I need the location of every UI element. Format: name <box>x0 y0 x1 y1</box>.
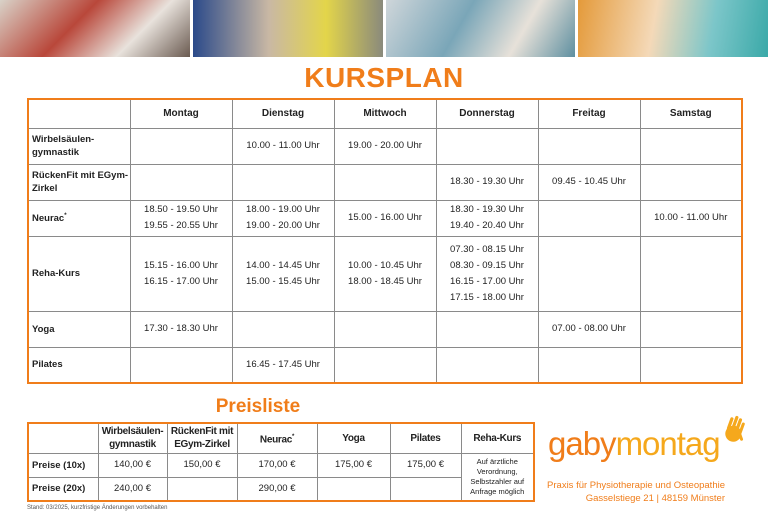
day-header: Donnerstag <box>436 99 538 128</box>
course-label: Reha-Kurs <box>32 268 81 279</box>
course-row <box>28 128 742 164</box>
price-cell: 175,00 € <box>390 453 461 477</box>
schedule-cell <box>538 236 640 311</box>
photo-trainer <box>193 0 383 57</box>
course-row <box>28 236 742 311</box>
preisliste-title: Preisliste <box>215 396 301 417</box>
price-header-label: Pilates <box>410 432 441 444</box>
schedule-cell <box>232 200 334 236</box>
time-slot: 17.15 - 18.00 Uhr <box>450 291 524 303</box>
schedule-cell <box>334 311 436 347</box>
price-header-label: Yoga <box>342 432 365 444</box>
schedule-cell <box>436 164 538 200</box>
schedule-cell <box>334 164 436 200</box>
schedule-cell <box>436 200 538 236</box>
logo-part1: gaby <box>548 425 616 462</box>
schedule-cell <box>538 347 640 383</box>
corner-cell <box>28 423 98 453</box>
logo-tagline: Praxis für Physiotherapie und Osteopathie <box>547 480 725 491</box>
footnote-mark: * <box>64 213 67 220</box>
time-slot: 16.15 - 17.00 Uhr <box>144 275 218 287</box>
header-row <box>28 99 742 128</box>
course-name <box>28 128 130 164</box>
time-slot: 10.00 - 11.00 Uhr <box>654 212 728 223</box>
time-slot: 17.30 - 18.30 Uhr <box>144 323 218 334</box>
time-slot: 18.30 - 19.30 Uhr <box>450 176 524 187</box>
price-cell: 240,00 € <box>98 477 167 501</box>
schedule-cell <box>640 200 742 236</box>
price-cell <box>390 477 461 501</box>
price-header <box>98 423 167 453</box>
logo-part2: montag <box>615 425 720 462</box>
time-slot: 16.45 - 17.45 Uhr <box>246 358 320 370</box>
time-slot: 19.55 - 20.55 Uhr <box>144 220 218 231</box>
price-cell: 170,00 € <box>237 453 317 477</box>
schedule-cell <box>232 128 334 164</box>
schedule-cell <box>130 200 232 236</box>
schedule-cell <box>538 311 640 347</box>
time-slot: 08.30 - 09.15 Uhr <box>450 259 524 271</box>
price-header <box>461 423 534 453</box>
time-slot: 07.30 - 08.15 Uhr <box>450 243 524 255</box>
price-row-label: Preise (10x) <box>28 453 98 477</box>
course-row <box>28 347 742 383</box>
time-slot: 10.00 - 11.00 Uhr <box>246 140 320 151</box>
price-row-label: Preise (20x) <box>28 477 98 501</box>
schedule-cell <box>640 311 742 347</box>
price-cell: 175,00 € <box>317 453 390 477</box>
price-header <box>390 423 461 453</box>
price-header <box>317 423 390 453</box>
schedule-cell <box>232 347 334 383</box>
reha-note: Auf ärztliche Verordnung, Selbstzahler auf Anfrage möglich <box>461 453 534 501</box>
price-header-label: Reha-Kurs <box>473 432 522 444</box>
time-slot: 16.15 - 17.00 Uhr <box>450 275 524 287</box>
schedule-cell <box>334 128 436 164</box>
time-slot: 09.45 - 10.45 Uhr <box>552 176 626 187</box>
course-row <box>28 200 742 236</box>
corner-cell <box>28 99 130 128</box>
schedule-cell <box>334 200 436 236</box>
price-row <box>28 453 534 477</box>
hand-icon <box>722 414 748 444</box>
time-slot: 07.00 - 08.00 Uhr <box>552 323 626 334</box>
photo-group-class <box>386 0 575 57</box>
footnote-mark: * <box>292 433 295 440</box>
schedule-cell <box>436 128 538 164</box>
time-slot: 15.00 - 16.00 Uhr <box>348 212 422 223</box>
price-header-label: Wirbelsäulen-gymnastik <box>101 426 164 451</box>
price-cell: 140,00 € <box>98 453 167 477</box>
course-name <box>28 200 130 236</box>
course-label: RückenFit mit EGym-Zirkel <box>32 170 129 194</box>
course-name <box>28 347 130 383</box>
price-cell <box>167 477 237 501</box>
price-header-label: RückenFit mit EGym-Zirkel <box>170 426 234 451</box>
schedule-cell <box>130 128 232 164</box>
schedule-cell <box>436 236 538 311</box>
schedule-cell <box>538 164 640 200</box>
price-header-row <box>28 423 534 453</box>
schedule-cell <box>334 347 436 383</box>
time-slot: 14.00 - 14.45 Uhr <box>246 259 320 271</box>
schedule-cell <box>640 347 742 383</box>
time-slot: 18.30 - 19.30 Uhr <box>450 204 524 215</box>
day-header: Samstag <box>640 99 742 128</box>
course-name <box>28 164 130 200</box>
schedule-cell <box>538 128 640 164</box>
time-slot: 10.00 - 10.45 Uhr <box>348 259 422 271</box>
schedule-cell <box>640 164 742 200</box>
time-slot: 18.00 - 19.00 Uhr <box>246 204 320 215</box>
photo-ball-exercise <box>578 0 768 57</box>
schedule-cell <box>232 311 334 347</box>
schedule-cell <box>232 236 334 311</box>
schedule-cell <box>334 236 436 311</box>
schedule-cell <box>130 164 232 200</box>
price-cell: 290,00 € <box>237 477 317 501</box>
schedule-cell <box>436 311 538 347</box>
time-slot: 15.15 - 16.00 Uhr <box>144 259 218 271</box>
course-label: Yoga <box>32 323 55 335</box>
course-row <box>28 164 742 200</box>
price-cell <box>317 477 390 501</box>
course-row <box>28 311 742 347</box>
schedule-cell <box>538 200 640 236</box>
course-name <box>28 311 130 347</box>
day-header: Montag <box>130 99 232 128</box>
logo <box>548 420 720 468</box>
day-header: Dienstag <box>232 99 334 128</box>
day-header: Mittwoch <box>334 99 436 128</box>
price-cell: 150,00 € <box>167 453 237 477</box>
time-slot: 15.00 - 15.45 Uhr <box>246 275 320 287</box>
schedule-cell <box>130 311 232 347</box>
footnote: Stand: 03/2025, kurzfristige Änderungen vorbehalten <box>27 505 168 511</box>
schedule-cell <box>436 347 538 383</box>
price-header <box>167 423 237 453</box>
photo-aerial-yoga <box>0 0 190 57</box>
schedule-cell <box>640 236 742 311</box>
price-row <box>28 477 534 501</box>
course-label: Wirbelsäulen-gymnastik <box>32 134 95 158</box>
time-slot: 18.50 - 19.50 Uhr <box>144 204 218 215</box>
course-label: Pilates <box>32 359 63 371</box>
kursplan-title: KURSPLAN <box>304 62 464 93</box>
schedule-cell <box>130 347 232 383</box>
day-header: Freitag <box>538 99 640 128</box>
course-name <box>28 236 130 311</box>
time-slot: 19.00 - 20.00 Uhr <box>348 140 422 151</box>
price-header <box>237 423 317 453</box>
schedule-cell <box>130 236 232 311</box>
time-slot: 18.00 - 18.45 Uhr <box>348 275 422 287</box>
logo-address: Gasselstiege 21 | 48159 Münster <box>585 493 725 504</box>
price-table <box>27 422 535 502</box>
time-slot: 19.00 - 20.00 Uhr <box>246 220 320 231</box>
schedule-cell <box>232 164 334 200</box>
schedule-cell <box>640 128 742 164</box>
schedule-table <box>27 98 743 384</box>
course-label: Neurac <box>32 213 65 225</box>
price-header-label: Neurac <box>259 433 293 445</box>
time-slot: 19.40 - 20.40 Uhr <box>450 220 524 231</box>
